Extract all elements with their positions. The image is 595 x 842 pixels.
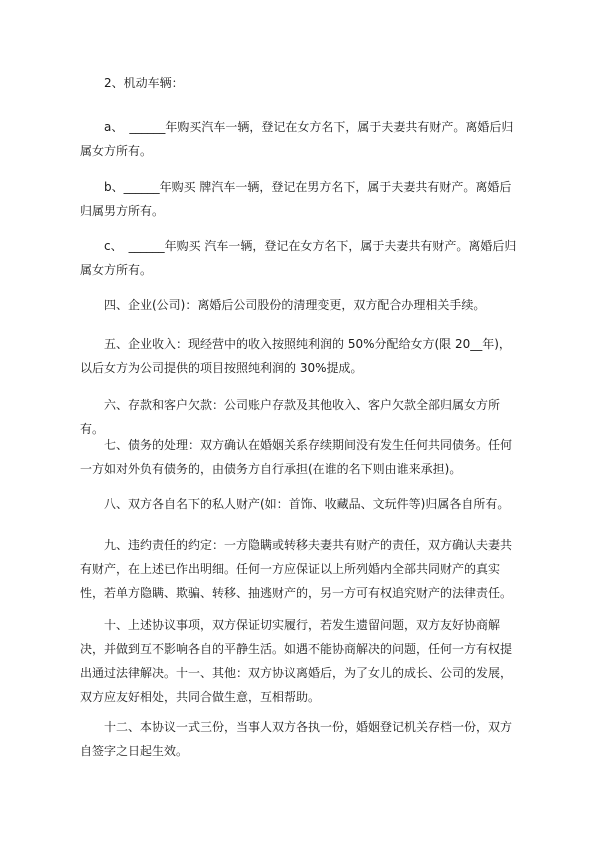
paragraph-vehicle-b: b、______年购买 牌汽车一辆，登记在男方名下，属于夫妻共有财产。离婚后归属男方所有。 <box>80 180 512 218</box>
paragraph-debts: 七、债务的处理：双方确认在婚姻关系存续期间没有发生任何共同债务。任何一方如对外负有债务的，由债务方自行承担(在谁的名下则由谁来承担)。 <box>80 438 513 476</box>
paragraph-vehicle-c: c、 ______年购买 汽车一辆，登记在女方名下，属于夫妻共有财产。离婚后归属女方所有。 <box>80 239 517 277</box>
paragraph-company: 四、企业(公司)：离婚后公司股份的清理变更，双方配合办理相关手续。 <box>104 298 486 312</box>
paragraph-deposits: 六、存款和客户欠款：公司账户存款及其他收入、客户欠款全部归属女方所有。 <box>80 398 501 436</box>
paragraph-private-property: 八、双方各自名下的私人财产(如：首饰、收藏品、文玩件等)归属各自所有。 <box>104 497 510 511</box>
paragraph-vehicle-a: a、 ______年购买汽车一辆，登记在女方名下，属于夫妻共有财产。离婚后归属女方所有。 <box>80 120 514 158</box>
paragraph-copies: 十二、本协议一式三份，当事人双方各执一份，婚姻登记机关存档一份，双方自签字之日起生效。 <box>80 720 513 758</box>
paragraph-company-income: 五、企业收入：现经营中的收入按照纯利润的 50%分配给女方(限 20__年)，以后女方为公司提供的项目按照纯利润的 30%提成。 <box>80 337 511 375</box>
paragraph-breach-liability: 九、违约责任的约定：一方隐瞒或转移夫妻共有财产的责任，双方确认夫妻共有财产，在上述已作出明细。任何一方应保证以上所列婚内全部共同财产的真实性，若单方隐瞒、欺骗、转移、抽逃财产的，另一方可有权追究财产的法律责任。 <box>80 538 513 600</box>
paragraph-motor-vehicles-heading: 2、机动车辆： <box>104 76 184 90</box>
paragraph-performance: 十、上述协议事项，双方保证切实履行，若发生遗留问题，双方友好协商解决，并做到互不影响各自的平静生活。如遇不能协商解决的问题，任何一方有权提出通过法律解决。十一、其他：双方协议离婚后，为了女儿的成长、公司的发展，双方应友好相处，共同合做生意，互相帮助。 <box>80 618 513 704</box>
